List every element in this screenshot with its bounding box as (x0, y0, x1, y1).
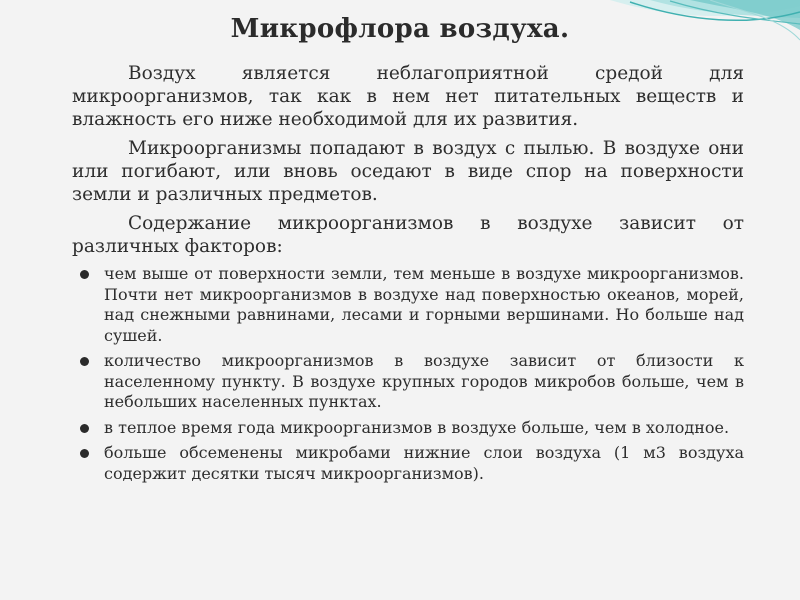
paragraph-dust: Микроорганизмы попадают в воздух с пылью. В воздухе они или погибают, или вновь оседают в виде спор на поверхности земли и различных предметов. (72, 138, 744, 205)
list-item (72, 264, 744, 346)
bullet-dot-icon (80, 449, 89, 458)
list-item-text: чем выше от поверхности земли, тем меньше в воздухе микроорганизмов. Почти нет микроорганизмов в воздухе над поверхностью океанов, морей, над снежными равнинами, лесами и горными вершинами. Но больше над сушей. (104, 264, 744, 345)
bullet-dot-icon (80, 424, 89, 433)
list-item-text: количество микроорганизмов в воздухе зависит от близости к населенному пункту. В воздухе крупных городов микробов больше, чем в небольших населенных пунктах. (104, 351, 744, 411)
paragraph-intro: Воздух является неблагоприятной средой для микроорганизмов, так как в нем нет питательных веществ и влажность его ниже необходимой для их развития. (72, 63, 744, 130)
list-item (72, 351, 744, 413)
list-item-text: в теплое время года микроорганизмов в воздухе больше, чем в холодное. (104, 417, 730, 437)
factors-list (72, 264, 744, 484)
slide-title: Микрофлора воздуха. (230, 14, 570, 44)
list-item (72, 418, 744, 439)
bullet-dot-icon (80, 357, 89, 366)
slide-content (72, 62, 744, 489)
list-item-text: больше обсеменены микробами нижние слои воздуха (1 м3 воздуха содержит десятки тысяч микроорганизмов). (104, 443, 744, 483)
bullet-dot-icon (80, 270, 89, 279)
paragraph-factors: Содержание микроорганизмов в воздухе зависит от различных факторов: (72, 213, 744, 257)
list-item (72, 443, 744, 484)
